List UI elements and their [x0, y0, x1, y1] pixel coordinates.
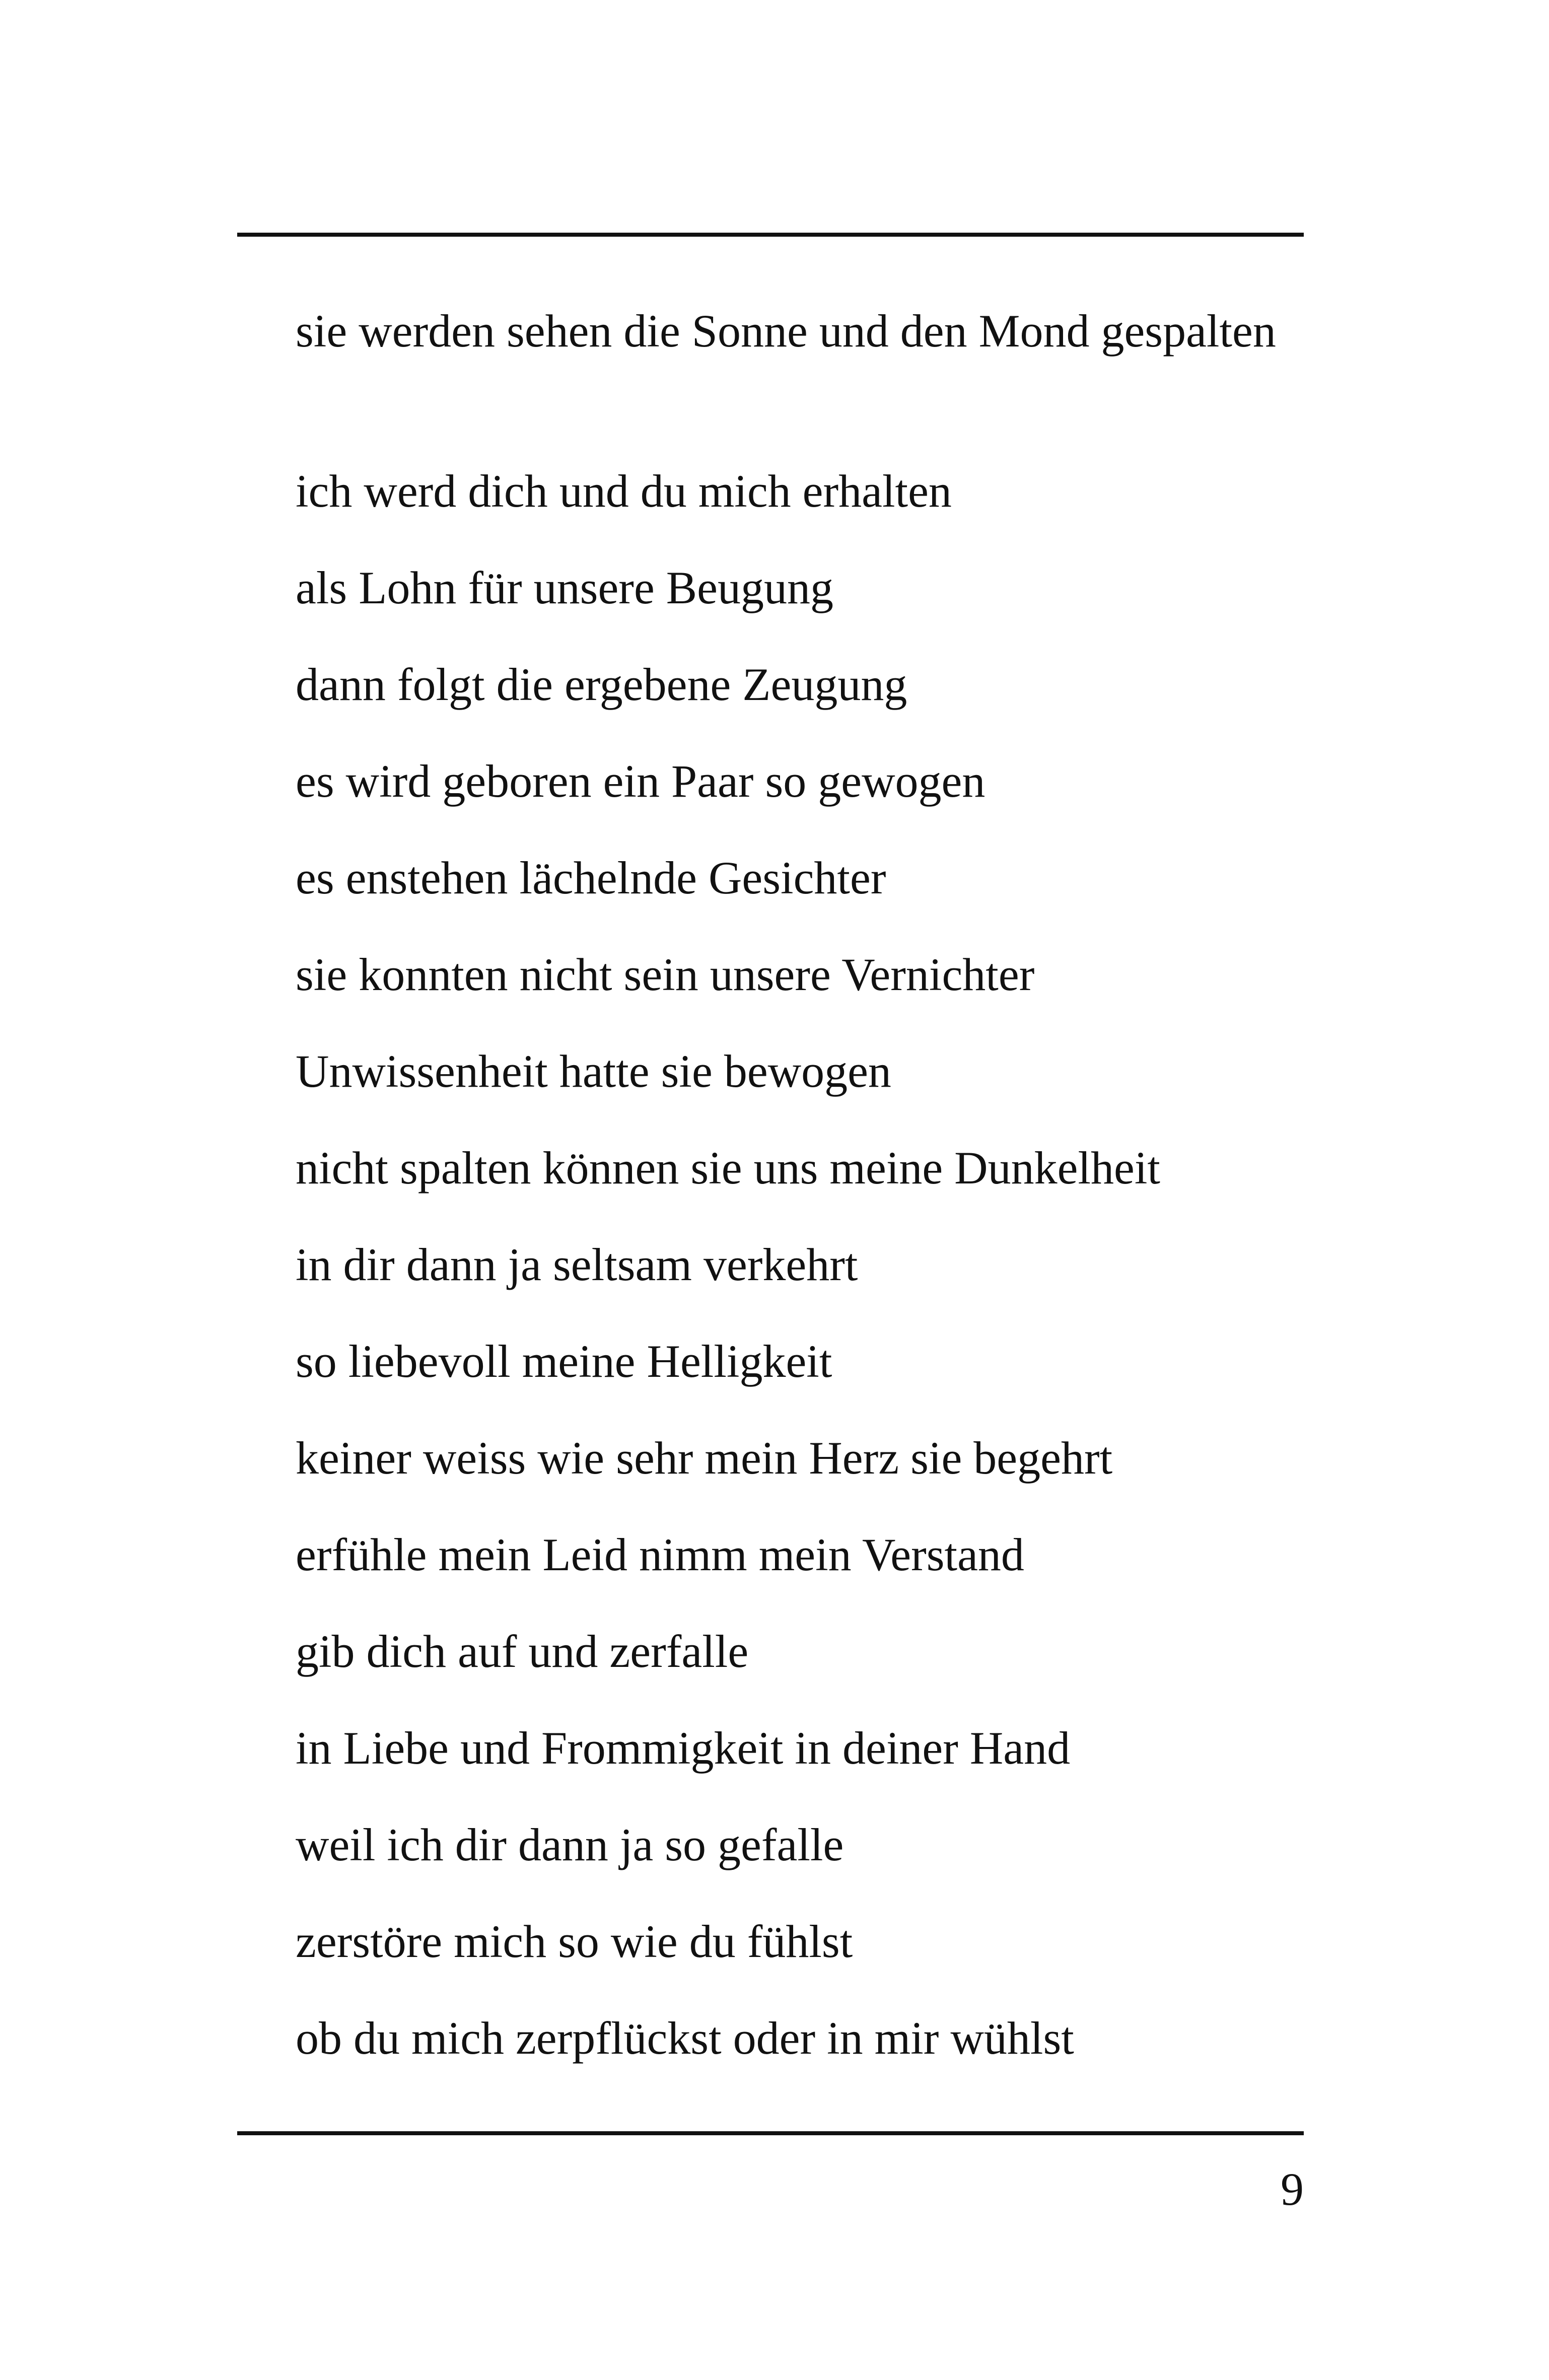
- verse-line: gib dich auf und zerfalle: [296, 1626, 749, 1677]
- verse-line: in dir dann ja seltsam verkehrt: [296, 1239, 858, 1290]
- page-number: 9: [1281, 2163, 1304, 2215]
- verse-line: weil ich dir dann ja so gefalle: [296, 1819, 844, 1870]
- verse-line: sie konnten nicht sein unsere Vernichter: [296, 949, 1035, 1000]
- verse-line: nicht spalten können sie uns meine Dunkelheit: [296, 1142, 1160, 1194]
- verse-line: zerstöre mich so wie du fühlst: [296, 1916, 853, 1967]
- verse-line: erfühle mein Leid nimm mein Verstand: [296, 1529, 1024, 1580]
- verse-line: es enstehen lächelnde Gesichter: [296, 852, 886, 903]
- top-divider: [237, 233, 1304, 237]
- verse-line: so liebevoll meine Helligkeit: [296, 1336, 832, 1387]
- verse-line: sie werden sehen die Sonne und den Mond gespalten: [296, 305, 1276, 357]
- verse-line: Unwissenheit hatte sie bewogen: [296, 1045, 891, 1097]
- verse-line: in Liebe und Frommigkeit in deiner Hand: [296, 1722, 1071, 1774]
- verse-line: als Lohn für unsere Beugung: [296, 562, 833, 613]
- verse-line: ob du mich zerpflückst oder in mir wühlst: [296, 2012, 1074, 2064]
- verse-line: ich werd dich und du mich erhalten: [296, 465, 952, 517]
- verse-line: keiner weiss wie sehr mein Herz sie begehrt: [296, 1432, 1113, 1484]
- verse-line: dann folgt die ergebene Zeugung: [296, 659, 907, 710]
- bottom-divider: [237, 2131, 1304, 2135]
- verse-line: es wird geboren ein Paar so gewogen: [296, 755, 985, 807]
